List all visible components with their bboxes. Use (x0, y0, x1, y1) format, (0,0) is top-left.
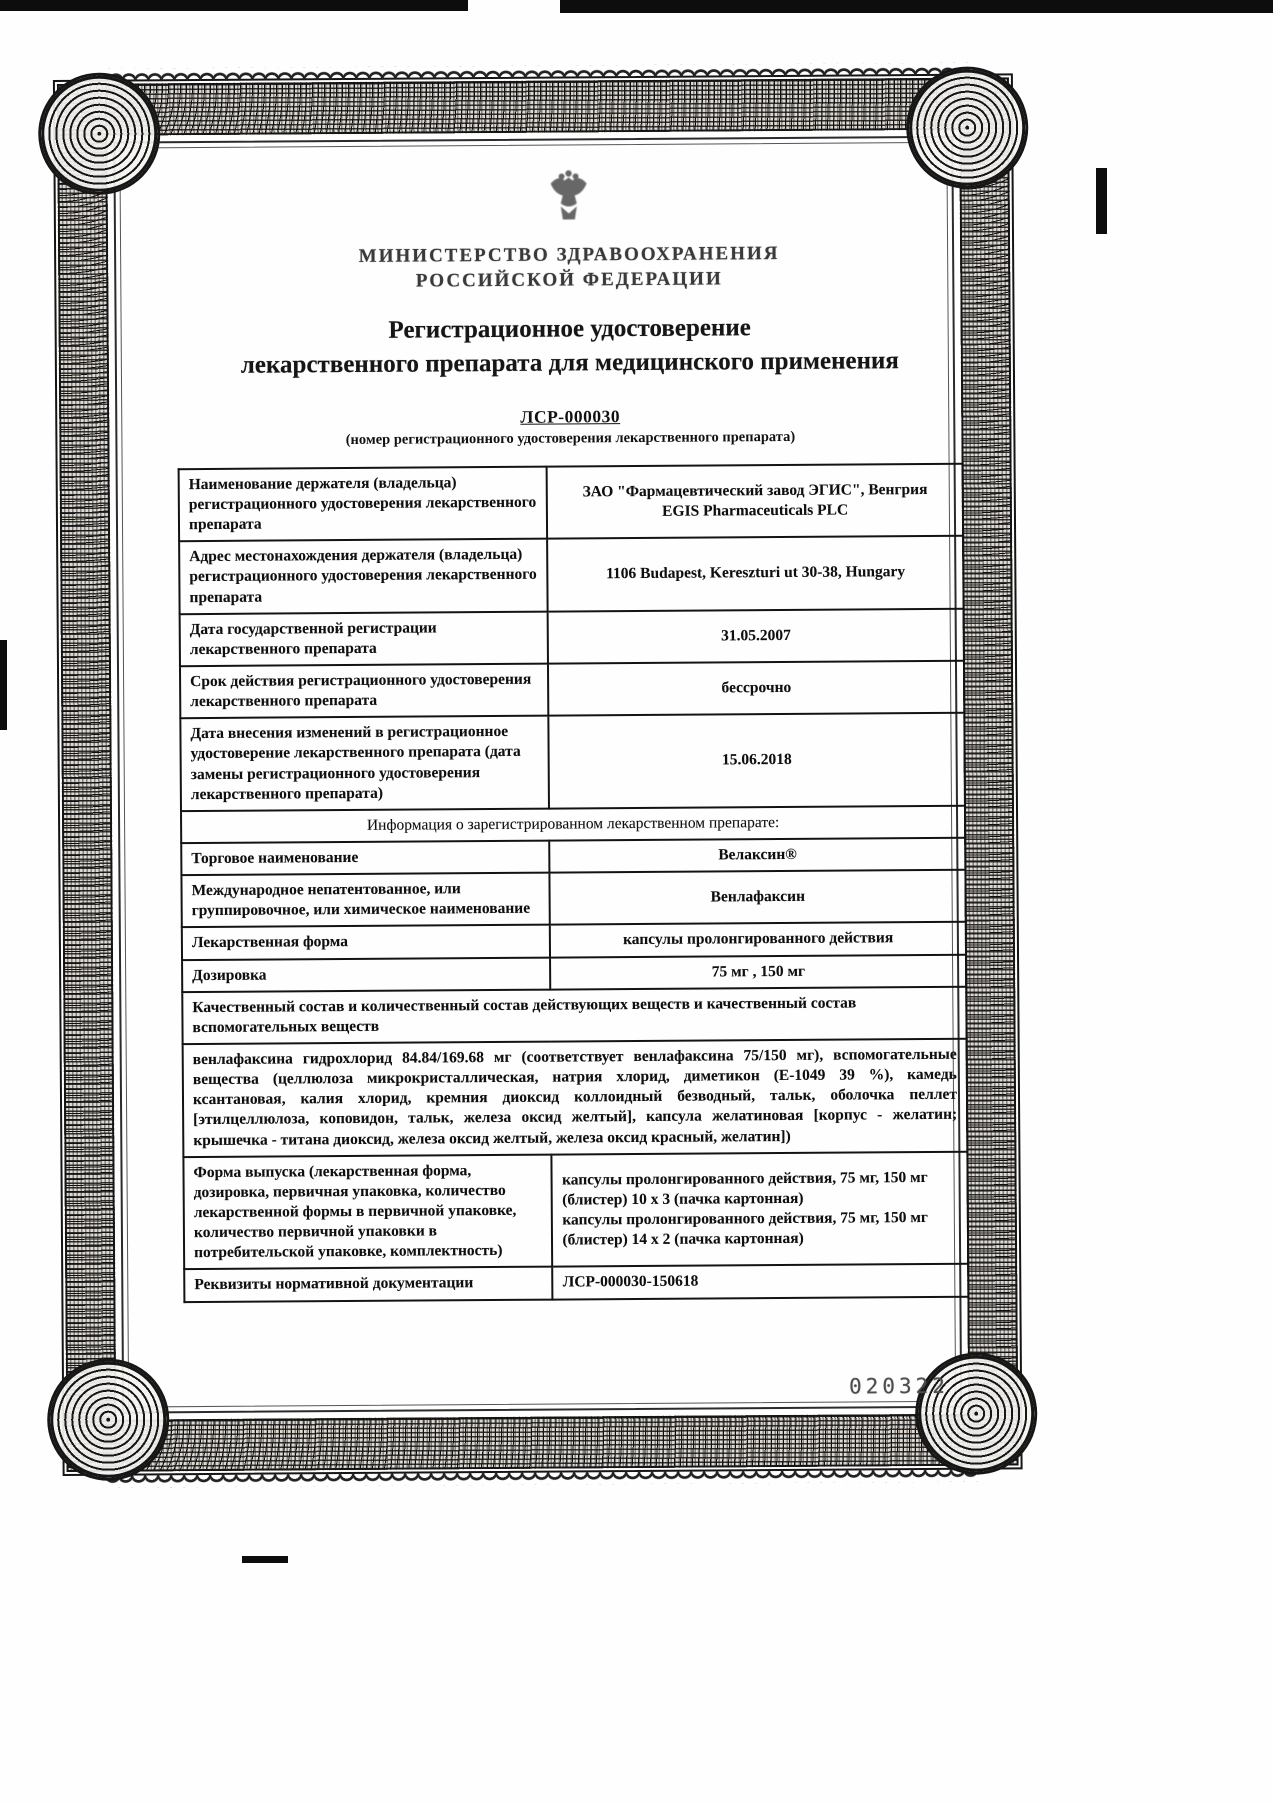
border-band-top (57, 77, 1009, 136)
corner-rosette (918, 1355, 1035, 1472)
dosage-form-label: Лекарственная форма (182, 925, 551, 960)
release-form-label: Форма выпуска (лекарственная форма, дозировка, первичная упаковка, количество лекарственной формы в первичной упаковке, количество первичной упаковки в потребительской упаковке, комплектность) (183, 1154, 552, 1269)
release-form-value: капсулы пролонгированного действия, 75 мг, 150 мг (блистер) 10 х 3 (пачка картонная) капсулы пролонгированного действия, 75 мг, 150 мг (блистер) 14 х 2 (пачка картонная) (552, 1151, 968, 1267)
validity-label: Срок действия регистрационного удостоверения лекарственного препарата (180, 664, 549, 719)
registration-table (178, 463, 970, 1303)
dosage-label: Дозировка (182, 957, 551, 992)
registration-number-caption: (номер регистрационного удостоверения лекарственного препарата) (345, 428, 796, 448)
amendment-date-value: 15.06.2018 (549, 713, 965, 808)
table-row-address (179, 536, 963, 614)
table-row-composition-heading (182, 986, 966, 1044)
normative-docs-label: Реквизиты нормативной документации (184, 1267, 553, 1302)
border-band-bottom (66, 1413, 1018, 1472)
border-band-left (57, 84, 117, 1472)
inn-label: Международное непатентованное, или группировочное, или химическое наименование (181, 873, 550, 928)
holder-label: Наименование держателя (владельца) регистрационного удостоверения лекарственного препарата (179, 466, 548, 541)
table-row-holder (179, 464, 963, 542)
document-title (177, 310, 963, 383)
holder-value: ЗАО "Фармацевтический завод ЭГИС", Венгрия EGIS Pharmaceuticals PLC (547, 464, 963, 539)
table-row-inn (181, 870, 965, 928)
corner-rosette (50, 1361, 167, 1478)
serial-number: 020322 (848, 1373, 949, 1399)
amendment-date-label: Дата внесения изменений в регистрационное удостоверение лекарственного препарата (дата замены регистрационного удостоверения лекарственного препарата) (180, 716, 549, 811)
address-value: 1106 Budapest, Kereszturi ut 30-38, Hungary (548, 536, 964, 611)
document-title-line-2: лекарственного препарата для медицинского применения (240, 347, 899, 379)
inn-value: Венлафаксин (550, 870, 966, 925)
ministry-name (176, 241, 962, 296)
trade-name-label: Торговое наименование (181, 841, 550, 876)
registration-number: ЛСР-000030 (520, 405, 621, 427)
info-heading: Информация о зарегистрированном лекарственном препарате: (181, 806, 965, 844)
composition-text: венлафаксина гидрохлорид 84.84/169.68 мг (соответствует венлафаксина 75/150 мг), вспомогательные вещества (целлюлоза микрокристаллическая, натрия хлорид, диметикон (Е-1049 39 %), камедь ксантановая, калия хлорид, кремния диоксид коллоидный безводный, тальк, оболочка пеллет [этилцеллюлоза, коповидон, тальк, железа оксид желтый], капсула желатиновая [корпус - желатин; крышечка - титана диоксид, железа оксид желтый, железа оксид красный, желатин]) (183, 1039, 968, 1157)
address-label: Адрес местонахождения держателя (владельца) регистрационного удостоверения лекарственного препарата (179, 539, 548, 614)
trade-name-value: Велаксин® (550, 838, 966, 873)
table-row-release-form (183, 1151, 968, 1269)
dosage-form-value: капсулы пролонгированного действия (550, 922, 966, 957)
table-row-registration-date (180, 608, 964, 666)
registration-date-value: 31.05.2007 (548, 608, 964, 663)
table-row-normative-docs (184, 1264, 968, 1302)
composition-heading: Качественный состав и количественный состав действующих веществ и качественный состав вспомогательных веществ (182, 986, 966, 1044)
ministry-line-2: РОССИЙСКОЙ ФЕДЕРАЦИИ (415, 268, 723, 292)
normative-docs-value: ЛСР-000030-150618 (553, 1264, 969, 1299)
certificate-content (175, 148, 969, 1303)
document-title-line-1: Регистрационное удостоверение (388, 314, 751, 345)
table-row-amendment-date (180, 713, 965, 811)
validity-value: бессрочно (548, 661, 964, 716)
dosage-value: 75 мг , 150 мг (550, 954, 966, 989)
ministry-line-1: МИНИСТЕРСТВО ЗДРАВООХРАНЕНИЯ (358, 242, 780, 267)
coat-of-arms-icon (176, 166, 962, 230)
table-row-composition (183, 1039, 968, 1157)
registration-date-label: Дата государственной регистрации лекарственного препарата (180, 611, 549, 666)
corner-rosette (41, 75, 158, 192)
table-row-validity (180, 661, 964, 719)
